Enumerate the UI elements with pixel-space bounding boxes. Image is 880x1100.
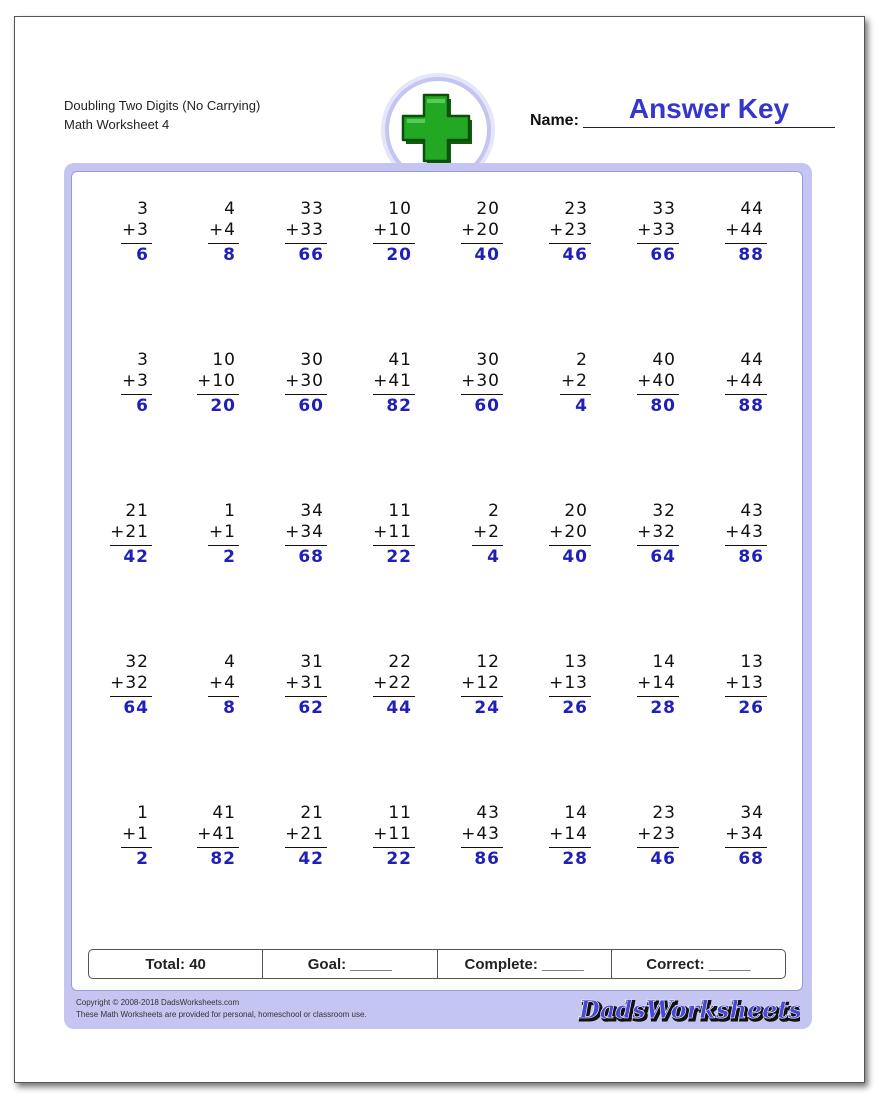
- problem-answer: 8: [223, 698, 236, 718]
- problem-addend: +11: [373, 824, 412, 844]
- problem: [546, 501, 606, 571]
- name-label: Name:: [530, 112, 579, 129]
- problem: [546, 350, 606, 420]
- problem: [458, 199, 518, 269]
- problem-answer: 66: [298, 245, 324, 265]
- problem-answer: 20: [210, 396, 236, 416]
- problem-addend: +40: [637, 371, 676, 391]
- problem-answer: 64: [123, 698, 149, 718]
- problem-addend: +21: [110, 522, 149, 542]
- problem-top-number: 3: [137, 199, 149, 219]
- problem-top-number: 32: [125, 652, 149, 672]
- problem-rule: [110, 545, 152, 546]
- problem: [458, 652, 518, 722]
- problem: [282, 501, 342, 571]
- problem-top-number: 10: [212, 350, 236, 370]
- problem-answer: 22: [386, 849, 412, 869]
- problems-grid: [71, 171, 803, 991]
- problem-rule: [461, 696, 503, 697]
- problem-top-number: 14: [564, 803, 588, 823]
- problem: [634, 199, 694, 269]
- problem-answer: 40: [562, 547, 588, 567]
- problem-addend: +1: [121, 824, 149, 844]
- problem-rule: [472, 545, 503, 546]
- problem-answer: 2: [136, 849, 149, 869]
- title-line-1: Doubling Two Digits (No Carrying): [64, 98, 261, 113]
- problem-answer: 40: [474, 245, 500, 265]
- problem-top-number: 30: [300, 350, 324, 370]
- problem: [107, 652, 167, 722]
- problem-answer: 42: [123, 547, 149, 567]
- problem-rule: [208, 243, 239, 244]
- problem-addend: +22: [373, 673, 412, 693]
- problem: [370, 652, 430, 722]
- problem-answer: 68: [298, 547, 324, 567]
- problem-rule: [110, 696, 152, 697]
- problem-answer: 26: [562, 698, 588, 718]
- problem-rule: [725, 394, 767, 395]
- problem-answer: 86: [738, 547, 764, 567]
- problem-addend: +20: [461, 220, 500, 240]
- problem-rule: [637, 394, 679, 395]
- problem: [722, 652, 782, 722]
- problem-answer: 82: [386, 396, 412, 416]
- problem-addend: +33: [285, 220, 324, 240]
- problem-answer: 42: [298, 849, 324, 869]
- problem-addend: +4: [208, 220, 236, 240]
- problem-top-number: 33: [652, 199, 676, 219]
- brand-text: DadsWorksheet: [579, 995, 789, 1024]
- problem-top-number: 13: [564, 652, 588, 672]
- problem-top-number: 30: [476, 350, 500, 370]
- problem-rule: [637, 847, 679, 848]
- problem-rule: [208, 545, 239, 546]
- problem-top-number: 13: [740, 652, 764, 672]
- problem-addend: +23: [549, 220, 588, 240]
- brand-shadow: DadsWorksheet: [581, 997, 791, 1026]
- problem-rule: [373, 696, 415, 697]
- problem-rule: [637, 696, 679, 697]
- problem-rule: [549, 243, 591, 244]
- problem: [722, 501, 782, 571]
- problem-top-number: 1: [137, 803, 149, 823]
- problem: [546, 803, 606, 873]
- problem-rule: [121, 394, 152, 395]
- problem-addend: +23: [637, 824, 676, 844]
- problem-addend: +10: [373, 220, 412, 240]
- problem-addend: +41: [373, 371, 412, 391]
- problem-answer: 44: [386, 698, 412, 718]
- problem: [722, 350, 782, 420]
- problem: [107, 803, 167, 873]
- problem-top-number: 44: [740, 350, 764, 370]
- problem-answer: 60: [474, 396, 500, 416]
- problem-addend: +44: [725, 220, 764, 240]
- problem: [546, 652, 606, 722]
- problem-rule: [373, 243, 415, 244]
- problem-addend: +20: [549, 522, 588, 542]
- total-cell: Total: 40: [89, 950, 263, 978]
- problem-top-number: 4: [224, 199, 236, 219]
- goal-cell: Goal: _____: [263, 950, 437, 978]
- problem-top-number: 21: [300, 803, 324, 823]
- problem: [282, 199, 342, 269]
- problem-rule: [208, 696, 239, 697]
- problem-answer: 46: [650, 849, 676, 869]
- problem-addend: +44: [725, 371, 764, 391]
- problem: [722, 803, 782, 873]
- problem-top-number: 2: [488, 501, 500, 521]
- problem-top-number: 43: [740, 501, 764, 521]
- problem-top-number: 14: [652, 652, 676, 672]
- problem-addend: +13: [725, 673, 764, 693]
- correct-cell: Correct: _____: [646, 955, 751, 973]
- problem-top-number: 41: [388, 350, 412, 370]
- problem-addend: +33: [637, 220, 676, 240]
- problem-answer: 64: [650, 547, 676, 567]
- problem-rule: [461, 394, 503, 395]
- problem: [282, 350, 342, 420]
- problem-answer: 60: [298, 396, 324, 416]
- problem: [634, 652, 694, 722]
- score-bar: [88, 949, 786, 979]
- problem-addend: +12: [461, 673, 500, 693]
- problem-rule: [637, 545, 679, 546]
- problem-top-number: 20: [476, 199, 500, 219]
- problem-answer: 66: [650, 245, 676, 265]
- problem-addend: +3: [121, 220, 149, 240]
- problem-addend: +11: [373, 522, 412, 542]
- problem: [194, 199, 254, 269]
- problem-top-number: 12: [476, 652, 500, 672]
- problem: [546, 199, 606, 269]
- problem-top-number: 44: [740, 199, 764, 219]
- problem-rule: [285, 847, 327, 848]
- problem-rule: [197, 394, 239, 395]
- problem-rule: [725, 243, 767, 244]
- problem-addend: +4: [208, 673, 236, 693]
- name-underline: [583, 127, 835, 128]
- problem-answer: 62: [298, 698, 324, 718]
- problem-top-number: 11: [388, 501, 412, 521]
- problem-answer: 68: [738, 849, 764, 869]
- problem: [722, 199, 782, 269]
- problem-top-number: 41: [212, 803, 236, 823]
- problem-top-number: 21: [125, 501, 149, 521]
- problem-rule: [121, 847, 152, 848]
- problem-addend: +14: [637, 673, 676, 693]
- problem-addend: +30: [285, 371, 324, 391]
- problem-rule: [560, 394, 591, 395]
- problem-answer: 24: [474, 698, 500, 718]
- problem-addend: +30: [461, 371, 500, 391]
- problem-top-number: 43: [476, 803, 500, 823]
- problem-answer: 26: [738, 698, 764, 718]
- problem-rule: [725, 696, 767, 697]
- problem-rule: [725, 847, 767, 848]
- problem-addend: +43: [461, 824, 500, 844]
- problem: [634, 350, 694, 420]
- problem: [194, 350, 254, 420]
- problem-answer: 22: [386, 547, 412, 567]
- problem-top-number: 1: [224, 501, 236, 521]
- problem-answer: 46: [562, 245, 588, 265]
- problem-rule: [373, 847, 415, 848]
- problem-addend: +41: [197, 824, 236, 844]
- usage-notice: These Math Worksheets are provided for personal, homeschool or classroom use.: [76, 1010, 367, 1019]
- complete-cell: Complete: _____: [438, 950, 612, 978]
- problem-answer: 80: [650, 396, 676, 416]
- problem-answer: 20: [386, 245, 412, 265]
- problem-addend: +2: [560, 371, 588, 391]
- problem-addend: +14: [549, 824, 588, 844]
- problem-addend: +32: [110, 673, 149, 693]
- problem-answer: 4: [575, 396, 588, 416]
- problem: [194, 501, 254, 571]
- problem-rule: [549, 847, 591, 848]
- title-line-2: Math Worksheet 4: [64, 117, 170, 132]
- problem-addend: +3: [121, 371, 149, 391]
- problem-rule: [725, 545, 767, 546]
- problem-rule: [285, 545, 327, 546]
- problem: [634, 803, 694, 873]
- problem-top-number: 22: [388, 652, 412, 672]
- problem: [458, 501, 518, 571]
- problem-addend: +34: [285, 522, 324, 542]
- problem-addend: +2: [472, 522, 500, 542]
- problem-addend: +10: [197, 371, 236, 391]
- problem-top-number: 32: [652, 501, 676, 521]
- problem-top-number: 23: [564, 199, 588, 219]
- problem-rule: [373, 394, 415, 395]
- problem-top-number: 40: [652, 350, 676, 370]
- problem-addend: +13: [549, 673, 588, 693]
- problem: [107, 199, 167, 269]
- worksheet-title: [64, 96, 260, 134]
- problem: [282, 803, 342, 873]
- problem-rule: [121, 243, 152, 244]
- name-field: [530, 93, 835, 133]
- problem-addend: +21: [285, 824, 324, 844]
- problem-rule: [197, 847, 239, 848]
- brand-logo: [578, 990, 800, 1026]
- copyright-text: Copyright © 2008-2018 DadsWorksheets.com: [76, 998, 240, 1007]
- problem-answer: 28: [562, 849, 588, 869]
- problem-rule: [285, 394, 327, 395]
- problem-rule: [373, 545, 415, 546]
- problem-top-number: 23: [652, 803, 676, 823]
- answer-key-text: Answer Key: [628, 93, 790, 124]
- problem: [634, 501, 694, 571]
- problem-top-number: 10: [388, 199, 412, 219]
- problem-addend: +34: [725, 824, 764, 844]
- problem-answer: 4: [487, 547, 500, 567]
- problem-answer: 6: [136, 245, 149, 265]
- problem: [370, 350, 430, 420]
- problem-top-number: 34: [740, 803, 764, 823]
- problem-top-number: 4: [224, 652, 236, 672]
- problem: [282, 652, 342, 722]
- problem-addend: +43: [725, 522, 764, 542]
- problem: [194, 803, 254, 873]
- problem: [458, 350, 518, 420]
- problem: [370, 501, 430, 571]
- problem-rule: [549, 545, 591, 546]
- footer-text: [76, 997, 367, 1021]
- problem: [107, 350, 167, 420]
- problem-answer: 88: [738, 245, 764, 265]
- problem: [370, 199, 430, 269]
- problem-addend: +32: [637, 522, 676, 542]
- problem-rule: [637, 243, 679, 244]
- problem-addend: +1: [208, 522, 236, 542]
- problem: [194, 652, 254, 722]
- problem-answer: 88: [738, 396, 764, 416]
- problem-top-number: 33: [300, 199, 324, 219]
- problem-answer: 6: [136, 396, 149, 416]
- problem-answer: 2: [223, 547, 236, 567]
- problem-top-number: 2: [576, 350, 588, 370]
- problem-top-number: 34: [300, 501, 324, 521]
- problem: [107, 501, 167, 571]
- problem-top-number: 3: [137, 350, 149, 370]
- problem-rule: [285, 696, 327, 697]
- problem: [370, 803, 430, 873]
- problem-rule: [549, 696, 591, 697]
- problem-top-number: 11: [388, 803, 412, 823]
- problem-answer: 8: [223, 245, 236, 265]
- problem-answer: 28: [650, 698, 676, 718]
- problem-answer: 86: [474, 849, 500, 869]
- problem: [458, 803, 518, 873]
- problem-top-number: 31: [300, 652, 324, 672]
- problem-rule: [285, 243, 327, 244]
- problem-answer: 82: [210, 849, 236, 869]
- problem-top-number: 20: [564, 501, 588, 521]
- problems-panel: [64, 163, 812, 1029]
- problem-rule: [461, 847, 503, 848]
- problem-addend: +31: [285, 673, 324, 693]
- problem-rule: [461, 243, 503, 244]
